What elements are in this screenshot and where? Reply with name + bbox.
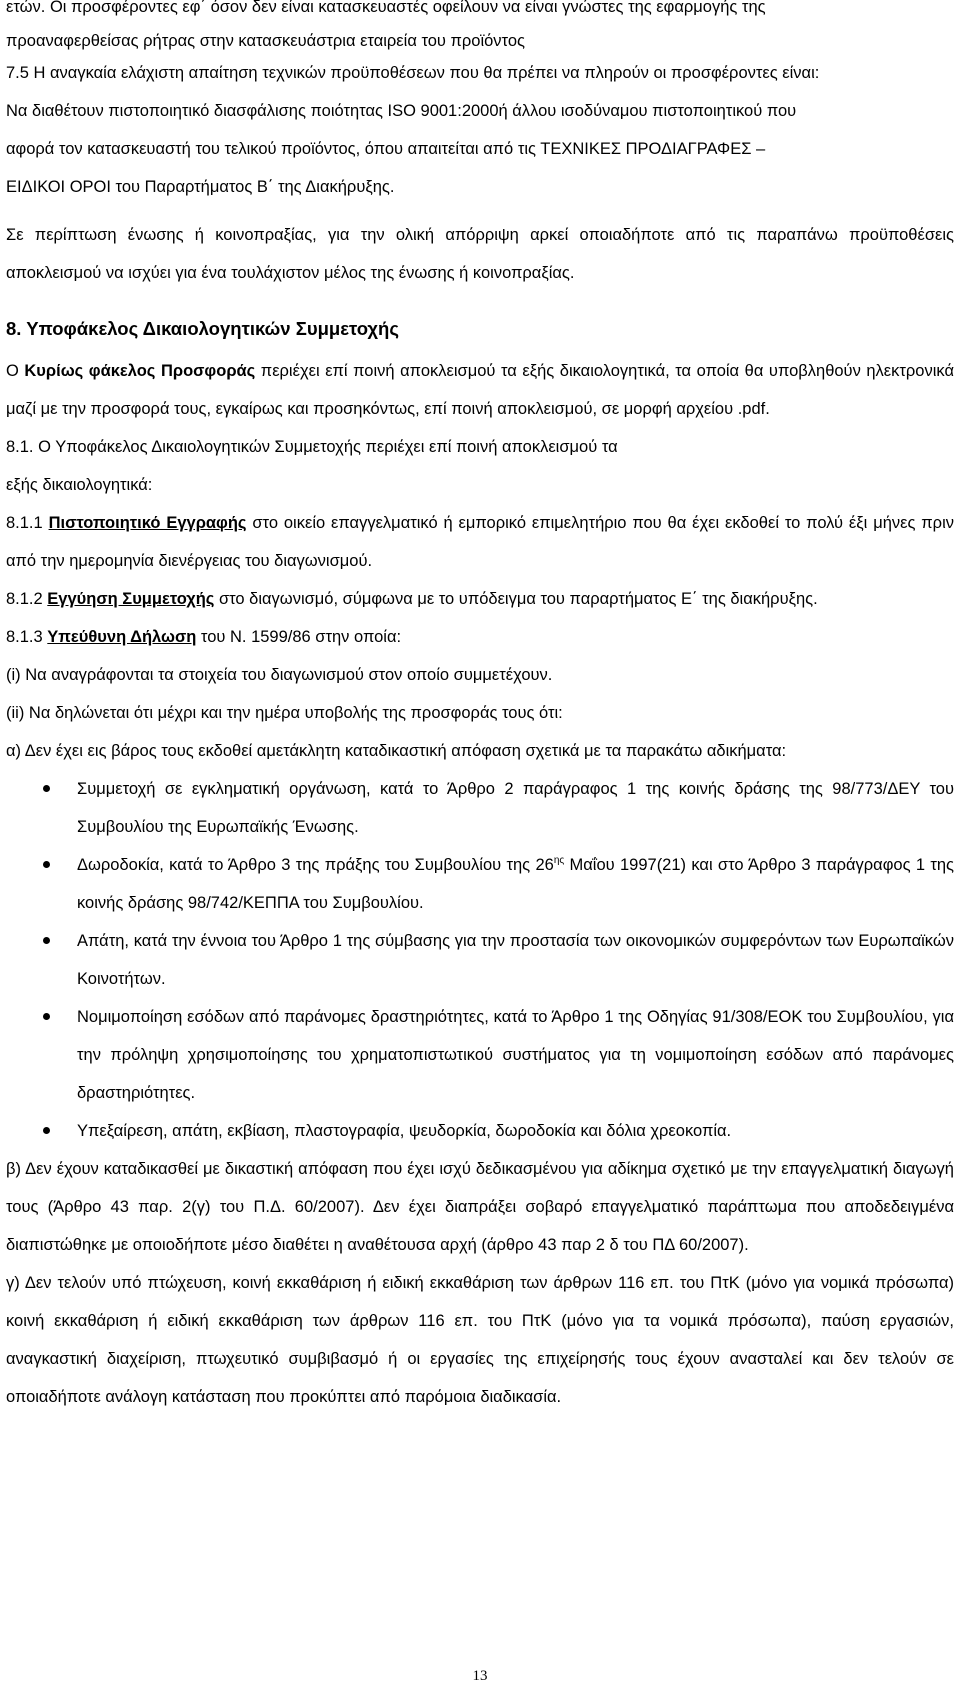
paragraph-7-5: 7.5 Η αναγκαία ελάχιστη απαίτηση τεχνικών προϋποθέσεων που θα πρέπει να πληρούν οι προσφέροντες είναι: xyxy=(6,64,820,82)
section-8-title: 8. Υποφάκελος Δικαιολογητικών Συμμετοχής xyxy=(6,318,399,339)
bullet-icon xyxy=(43,1013,50,1020)
list-item: Συμμετοχή σε εγκληματική οργάνωση, κατά το Άρθρο 2 παράγραφος 1 της κοινής δράσης της 98/773/ΔΕΥ του Συμβουλίου της Ευρωπαϊκής Ένωσης. xyxy=(6,770,954,846)
section-8-1-3: 8.1.3 Υπεύθυνη Δήλωση του Ν. 1599/86 στην οποία: xyxy=(6,628,402,646)
section-8-1-1: 8.1.1 Πιστοποιητικό Εγγραφής στο οικείο επαγγελματικό ή εμπορικό επιμελητήριο που θα έχει εκδοθεί το πολύ έξι μήνες πριν από την ημερομηνία διενέργειας του διαγωνισμού. xyxy=(6,514,954,570)
item-i: (i) Να αναγράφονται τα στοιχεία του διαγωνισμού στον οποίο συμμετέχουν. xyxy=(6,666,553,684)
solemn-declaration-label: Υπεύθυνη Δήλωση xyxy=(47,628,197,646)
list-item: Νομιμοποίηση εσόδων από παράνομες δραστηριότητες, κατά το Άρθρο 1 της Οδηγίας 91/308/ΕΟΚ του Συμβουλίου, για την πρόληψη χρησιμοποίησης του χρηματοπιστωτικού συστήματος για τη νομιμοποίηση εσόδων από παράνομες δραστηριότητες. xyxy=(6,998,954,1112)
list-item: Δωροδοκία, κατά το Άρθρο 3 της πράξης του Συμβουλίου της $26^{\eta\varsigma}$ Μαΐου 1997(21) και στο Άρθρο 3 παράγραφος 1 της κοινής δράσης 98/742/ΚΕΠΠΑ του Συμβουλίου. xyxy=(6,846,954,922)
section-8-1-line: 8.1. Ο Υποφάκελος Δικαιολογητικών Συμμετοχής περιέχει επί ποινή αποκλεισμού τα xyxy=(6,438,618,456)
paragraph-line: ετών. Οι προσφέροντες εφ΄ όσον δεν είναι κατασκευαστές οφείλουν να είναι γνώστες της εφαρμογής της xyxy=(6,0,766,16)
bullet-icon xyxy=(43,785,50,792)
item-ii: (ii) Να δηλώνεται ότι μέχρι και την ημέρα υποβολής της προσφοράς τους ότι: xyxy=(6,704,563,722)
paragraph-line: προαναφερθείσας ρήτρας στην κατασκευάστρια εταιρεία του προϊόντος xyxy=(6,32,525,50)
paragraph-joint-venture: Σε περίπτωση ένωσης ή κοινοπραξίας, για την ολική απόρριψη αρκεί οποιαδήποτε από τις παραπάνω προϋποθέσεις αποκλεισμού να ισχύει για ένα τουλάχιστον μέλος της ένωσης ή κοινοπραξίας. xyxy=(6,226,954,282)
bullet-icon xyxy=(43,937,50,944)
item-b: β) Δεν έχουν καταδικασθεί με δικαστική απόφαση που έχει ισχύ δεδικασμένου για αδίκημα σχετικό με την επαγγελματική διαγωγή τους (Άρθρο 43 παρ. 2(γ) του Π.Δ. 60/2007). Δεν έχει διαπράξει σοβαρό επαγγελματικό παράπτωμα που αποδεδειγμένα διαπιστώθηκε με οποιοδήποτε μέσο διαθέτει η αναθέτουσα αρχή (άρθρο 43 παρ 2 δ του ΠΔ 60/2007). xyxy=(6,1160,954,1254)
bullet-icon xyxy=(43,1127,50,1134)
document-page xyxy=(6,0,954,1416)
list-item: Υπεξαίρεση, απάτη, εκβίαση, πλαστογραφία, ψευδορκία, δωροδοκία και δόλια χρεοκοπία. xyxy=(6,1112,954,1150)
participation-guarantee-label: Εγγύηση Συμμετοχής xyxy=(47,590,215,608)
section-8-intro: Ο Κυρίως φάκελος Προσφοράς περιέχει επί ποινή αποκλεισμού τα εξής δικαιολογητικά, τα οποία θα υποβληθούν ηλεκτρονικά μαζί με την προσφορά τους, εγκαίρως και προσηκόντως, επί ποινή αποκλεισμού, σε μορφή αρχείου .pdf. xyxy=(6,362,954,418)
paragraph-line: ΕΙΔΙΚΟΙ ΟΡΟΙ του Παραρτήματος Β΄ της Διακήρυξης. xyxy=(6,178,395,196)
paragraph-line: αφορά τον κατασκευαστή του τελικού προϊόντος, όπου απαιτείται από τις ΤΕΧΝΙΚΕΣ ΠΡΟΔΙΑΓΡΑΦΕΣ – xyxy=(6,140,766,158)
registration-certificate-label: Πιστοποιητικό Εγγραφής xyxy=(48,514,247,532)
section-8-1-line: εξής δικαιολογητικά: xyxy=(6,476,153,494)
paragraph-line: Να διαθέτουν πιστοποιητικό διασφάλισης ποιότητας ISO 9001:2000ή άλλου ισοδύναμου πιστοποιητικού που xyxy=(6,102,797,120)
page-number: 13 xyxy=(472,1668,488,1684)
main-envelope-label: Κυρίως φάκελος Προσφοράς xyxy=(24,362,256,380)
list-item: Απάτη, κατά την έννοια του Άρθρο 1 της σύμβασης για την προστασία των οικονομικών συμφερόντων των Ευρωπαϊκών Κοινοτήτων. xyxy=(6,922,954,998)
offence-list xyxy=(6,770,954,1150)
bullet-icon xyxy=(43,861,50,868)
item-a: α) Δεν έχει εις βάρος τους εκδοθεί αμετάκλητη καταδικαστική απόφαση σχετικά με τα παρακάτω αδικήματα: xyxy=(6,742,787,760)
item-c: γ) Δεν τελούν υπό πτώχευση, κοινή εκκαθάριση ή ειδική εκκαθάριση των άρθρων 116 επ. του ΠτΚ (μόνο για νομικά πρόσωπα) κοινή εκκαθάριση ή ειδική εκκαθάριση των άρθρων 116 επ. του ΠτΚ (μόνο για τα νομικά πρόσωπα), παύση εργασιών, αναγκαστική διαχείριση, πτωχευτικό συμβιβασμό ή οι εργασίες της επιχείρησής τους έχουν ανασταλεί και δεν τελούν σε οποιαδήποτε ανάλογη κατάσταση που προκύπτει από παρόμοια διαδικασία. xyxy=(6,1274,954,1406)
section-8-1-2: 8.1.2 Εγγύηση Συμμετοχής στο διαγωνισμό, σύμφωνα με το υπόδειγμα του παραρτήματος Ε΄ της διακήρυξης. xyxy=(6,590,818,608)
